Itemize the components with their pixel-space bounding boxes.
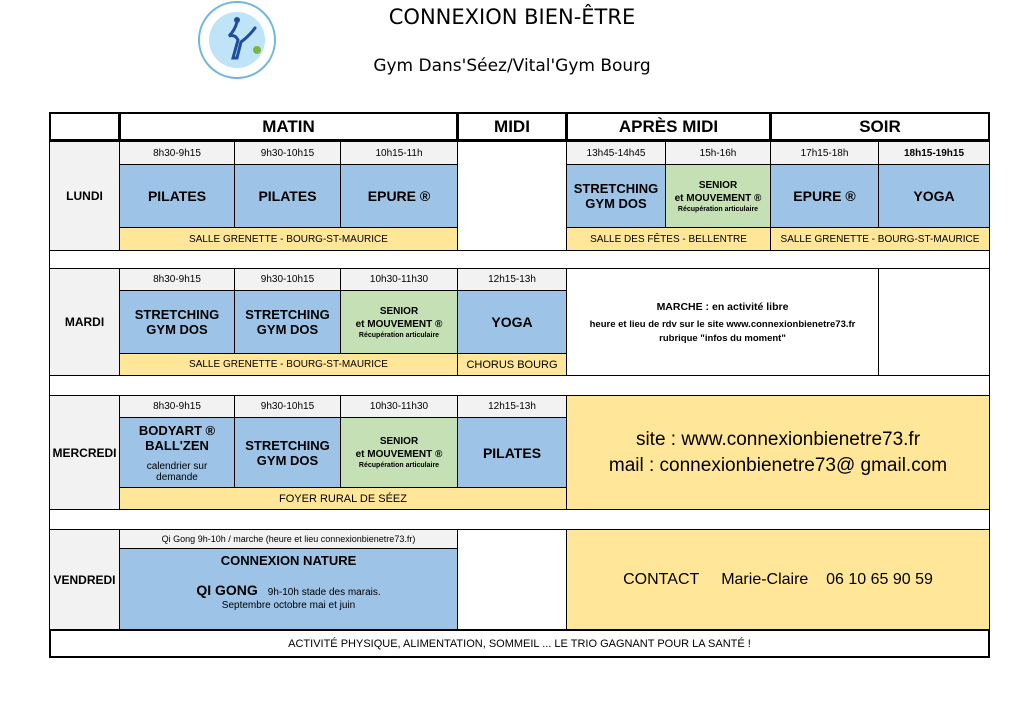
location: SALLE GRENETTE - BOURG-ST-MAURICE (119, 353, 458, 376)
class-stretching (119, 290, 235, 354)
class-name: SENIOR (379, 305, 419, 317)
marche-info (566, 268, 879, 376)
column-header-apres-midi: APRÈS MIDI (566, 112, 771, 141)
class-note: Récupération articulaire (358, 331, 440, 339)
class-pilates: PILATES (119, 164, 235, 228)
class-name: SENIOR (698, 179, 738, 191)
time-slot: 9h30-10h15 (234, 268, 341, 291)
class-name: STRETCHING (245, 437, 330, 453)
class-note: calendrier sur (146, 460, 208, 472)
class-connexion-nature (119, 548, 458, 630)
class-yoga: YOGA (457, 290, 567, 354)
time-slot: 17h15-18h (770, 141, 879, 165)
empty-slot (878, 268, 990, 376)
page-title: CONNEXION BIEN-ÊTRE (388, 5, 636, 29)
class-name: et MOUVEMENT ® (355, 318, 443, 330)
page-subtitle: Gym Dans'Séez/Vital'Gym Bourg (373, 56, 651, 76)
location: SALLE GRENETTE - BOURG-ST-MAURICE (119, 227, 458, 251)
time-slot: 8h30-9h15 (119, 141, 235, 165)
empty-slot (457, 529, 567, 630)
header-corner (49, 112, 120, 141)
class-name: GYM DOS (256, 322, 319, 337)
time-slot: 13h45-14h45 (566, 141, 666, 165)
day-label-vendredi: VENDREDI (49, 529, 120, 630)
class-epure: EPURE ® (340, 164, 458, 228)
contact-phone: CONTACT Marie-Claire 06 10 65 90 59 (566, 529, 990, 630)
class-pilates: PILATES (234, 164, 341, 228)
class-name: GYM DOS (146, 322, 208, 337)
day-label-mardi: MARDI (49, 268, 120, 376)
time-slot: 10h30-11h30 (340, 268, 458, 291)
marche-detail: rubrique "infos du moment" (659, 332, 786, 344)
class-name: QI GONG (196, 582, 258, 598)
row-spacer (49, 375, 990, 396)
time-slot: Qi Gong 9h-10h / marche (heure et lieu connexionbienetre73.fr) (119, 529, 458, 549)
class-stretching (566, 164, 666, 228)
class-note: Récupération articulaire (358, 462, 440, 469)
class-senior (665, 164, 771, 228)
time-slot: 8h30-9h15 (119, 395, 235, 418)
time-slot: 18h15-19h15 (878, 141, 990, 165)
time-slot: 15h-16h (665, 141, 771, 165)
email-link[interactable]: mail : connexionbienetre73@ gmail.com (608, 454, 948, 476)
class-senior (340, 290, 458, 354)
class-note: 9h-10h stade des marais. (267, 587, 381, 598)
class-stretching (234, 290, 341, 354)
class-name: CONNEXION NATURE (220, 553, 357, 568)
time-slot: 10h15-11h (340, 141, 458, 165)
class-bodyart (119, 417, 235, 488)
location: FOYER RURAL DE SÉEZ (119, 487, 567, 510)
footer-slogan: ACTIVITÉ PHYSIQUE, ALIMENTATION, SOMMEIL ... LE TRIO GAGNANT POUR LA SANTÉ ! (49, 629, 990, 658)
day-label-mercredi: MERCREDI (49, 395, 120, 510)
qigong-line (196, 582, 380, 598)
class-name: STRETCHING (573, 181, 659, 196)
location: CHORUS BOURG (457, 353, 567, 376)
marche-detail: heure et lieu de rdv sur le site www.connexionbienetre73.fr (589, 318, 856, 330)
class-pilates: PILATES (457, 417, 567, 488)
column-header-midi: MIDI (457, 112, 567, 141)
class-senior (340, 417, 458, 488)
time-slot: 12h15-13h (457, 268, 567, 291)
column-header-soir: SOIR (770, 112, 990, 141)
class-name: BODYART ® (138, 422, 216, 438)
class-name: et MOUVEMENT ® (674, 192, 762, 204)
time-slot: 9h30-10h15 (234, 141, 341, 165)
column-header-matin: MATIN (119, 112, 458, 141)
class-note: Récupération articulaire (677, 205, 759, 213)
row-spacer (49, 509, 990, 530)
contact-info (566, 395, 990, 510)
class-stretching (234, 417, 341, 488)
class-name: GYM DOS (585, 196, 647, 211)
row-spacer (49, 250, 990, 269)
time-slot: 10h30-11h30 (340, 395, 458, 418)
class-name: SENIOR (379, 436, 419, 447)
empty-slot (457, 141, 567, 251)
location: SALLE DES FÊTES - BELLENTRE (566, 227, 771, 251)
class-name: STRETCHING (245, 307, 330, 322)
day-label-lundi: LUNDI (49, 141, 120, 251)
time-slot: 9h30-10h15 (234, 395, 341, 418)
class-note: demande (156, 471, 198, 483)
class-name: BALL'ZEN (145, 437, 209, 453)
class-note: Septembre octobre mai et juin (221, 600, 356, 611)
class-yoga: YOGA (878, 164, 990, 228)
time-slot: 8h30-9h15 (119, 268, 235, 291)
class-name: et MOUVEMENT ® (355, 449, 443, 460)
website-link[interactable]: site : www.connexionbienetre73.fr (635, 428, 921, 450)
time-slot: 12h15-13h (457, 395, 567, 418)
class-epure: EPURE ® (770, 164, 879, 228)
class-name: STRETCHING (134, 307, 220, 322)
location: SALLE GRENETTE - BOURG-ST-MAURICE (770, 227, 990, 251)
marche-title: MARCHE : en activité libre (656, 300, 789, 313)
class-name: GYM DOS (256, 452, 319, 468)
